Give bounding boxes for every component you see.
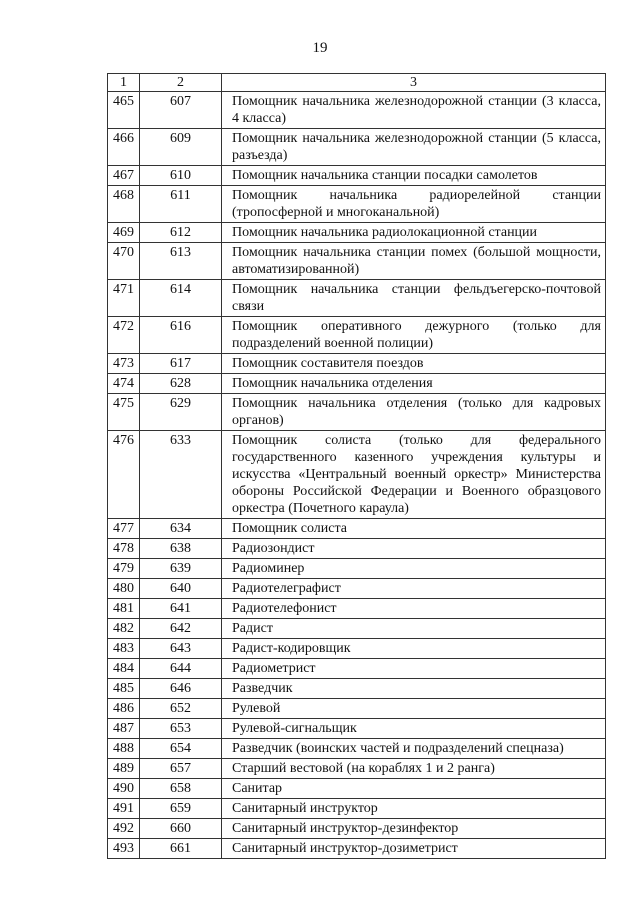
position-title: Старший вестовой (на кораблях 1 и 2 ранга) [222, 759, 606, 779]
table-row [108, 839, 606, 859]
row-number: 478 [108, 539, 140, 559]
row-number: 480 [108, 579, 140, 599]
position-title: Санитарный инструктор-дозиметрист [222, 839, 606, 859]
position-code: 607 [140, 92, 222, 129]
row-number: 471 [108, 280, 140, 317]
row-number: 489 [108, 759, 140, 779]
position-title: Санитарный инструктор [222, 799, 606, 819]
position-code: 660 [140, 819, 222, 839]
position-title: Разведчик [222, 679, 606, 699]
position-code: 629 [140, 394, 222, 431]
position-title: Помощник солиста (только для федерального государственного казенного учреждения культуры и искусства «Центральный военный оркестр» Министерства обороны Российской Федерации и Военного образцового оркестра (Почетного караула) [222, 431, 606, 519]
row-number: 488 [108, 739, 140, 759]
position-code: 643 [140, 639, 222, 659]
position-title: Радиотелефонист [222, 599, 606, 619]
row-number: 487 [108, 719, 140, 739]
table-row [108, 779, 606, 799]
position-title: Помощник начальника радиорелейной станции (тропосферной и многоканальной) [222, 186, 606, 223]
table-row [108, 186, 606, 223]
position-code: 609 [140, 129, 222, 166]
table-row [108, 539, 606, 559]
position-code: 652 [140, 699, 222, 719]
position-title: Санитар [222, 779, 606, 799]
row-number: 472 [108, 317, 140, 354]
position-title: Радиометрист [222, 659, 606, 679]
table-body [108, 92, 606, 859]
position-title: Радист [222, 619, 606, 639]
position-code: 639 [140, 559, 222, 579]
position-title: Радиоминер [222, 559, 606, 579]
table-header [108, 74, 606, 92]
table-row [108, 659, 606, 679]
position-title: Помощник начальника станции посадки самолетов [222, 166, 606, 186]
table-row [108, 223, 606, 243]
table-row [108, 431, 606, 519]
position-code: 633 [140, 431, 222, 519]
position-code: 646 [140, 679, 222, 699]
table-row [108, 619, 606, 639]
row-number: 474 [108, 374, 140, 394]
row-number: 466 [108, 129, 140, 166]
position-title: Помощник начальника железнодорожной станции (5 класса, разъезда) [222, 129, 606, 166]
header-col-3: 3 [222, 74, 606, 92]
position-code: 661 [140, 839, 222, 859]
table-row [108, 739, 606, 759]
row-number: 481 [108, 599, 140, 619]
position-title: Помощник начальника отделения (только для кадровых органов) [222, 394, 606, 431]
table-row [108, 243, 606, 280]
table-row [108, 166, 606, 186]
position-title: Рулевой [222, 699, 606, 719]
row-number: 479 [108, 559, 140, 579]
position-code: 657 [140, 759, 222, 779]
position-title: Разведчик (воинских частей и подразделений спецназа) [222, 739, 606, 759]
row-number: 492 [108, 819, 140, 839]
position-code: 644 [140, 659, 222, 679]
row-number: 486 [108, 699, 140, 719]
position-code: 653 [140, 719, 222, 739]
row-number: 491 [108, 799, 140, 819]
position-title: Радиотелеграфист [222, 579, 606, 599]
position-title: Помощник солиста [222, 519, 606, 539]
position-code: 634 [140, 519, 222, 539]
row-number: 483 [108, 639, 140, 659]
page-number: 19 [312, 40, 328, 56]
row-number: 475 [108, 394, 140, 431]
position-title: Помощник оперативного дежурного (только для подразделений военной полиции) [222, 317, 606, 354]
row-number: 476 [108, 431, 140, 519]
table-row [108, 599, 606, 619]
position-title: Помощник начальника железнодорожной станции (3 класса, 4 класса) [222, 92, 606, 129]
position-title: Помощник начальника радиолокационной станции [222, 223, 606, 243]
row-number: 468 [108, 186, 140, 223]
position-title: Помощник начальника станции фельдъегерско-почтовой связи [222, 280, 606, 317]
row-number: 482 [108, 619, 140, 639]
table-row [108, 819, 606, 839]
position-code: 612 [140, 223, 222, 243]
table-row [108, 759, 606, 779]
position-title: Помощник начальника станции помех (большой мощности, автоматизированной) [222, 243, 606, 280]
position-title: Радиозондист [222, 539, 606, 559]
row-number: 465 [108, 92, 140, 129]
table-row [108, 679, 606, 699]
table-row [108, 317, 606, 354]
position-code: 611 [140, 186, 222, 223]
row-number: 493 [108, 839, 140, 859]
header-col-1: 1 [108, 74, 140, 92]
row-number: 469 [108, 223, 140, 243]
position-title: Рулевой-сигнальщик [222, 719, 606, 739]
table-row [108, 639, 606, 659]
position-code: 642 [140, 619, 222, 639]
table-row [108, 394, 606, 431]
position-title: Радист-кодировщик [222, 639, 606, 659]
position-code: 616 [140, 317, 222, 354]
position-code: 659 [140, 799, 222, 819]
position-code: 628 [140, 374, 222, 394]
row-number: 473 [108, 354, 140, 374]
row-number: 467 [108, 166, 140, 186]
position-code: 610 [140, 166, 222, 186]
table-row [108, 280, 606, 317]
position-title: Помощник начальника отделения [222, 374, 606, 394]
position-code: 658 [140, 779, 222, 799]
table-row [108, 92, 606, 129]
row-number: 470 [108, 243, 140, 280]
table-row [108, 719, 606, 739]
table-row [108, 354, 606, 374]
position-code: 641 [140, 599, 222, 619]
row-number: 484 [108, 659, 140, 679]
table-row [108, 699, 606, 719]
table-row [108, 559, 606, 579]
position-code: 617 [140, 354, 222, 374]
row-number: 490 [108, 779, 140, 799]
position-code: 614 [140, 280, 222, 317]
position-code: 654 [140, 739, 222, 759]
position-title: Помощник составителя поездов [222, 354, 606, 374]
table-row [108, 519, 606, 539]
table-row [108, 129, 606, 166]
positions-table [107, 73, 606, 859]
position-title: Санитарный инструктор-дезинфектор [222, 819, 606, 839]
position-code: 640 [140, 579, 222, 599]
row-number: 477 [108, 519, 140, 539]
position-code: 613 [140, 243, 222, 280]
row-number: 485 [108, 679, 140, 699]
table-row [108, 374, 606, 394]
table-row [108, 579, 606, 599]
header-col-2: 2 [140, 74, 222, 92]
position-code: 638 [140, 539, 222, 559]
table-row [108, 799, 606, 819]
